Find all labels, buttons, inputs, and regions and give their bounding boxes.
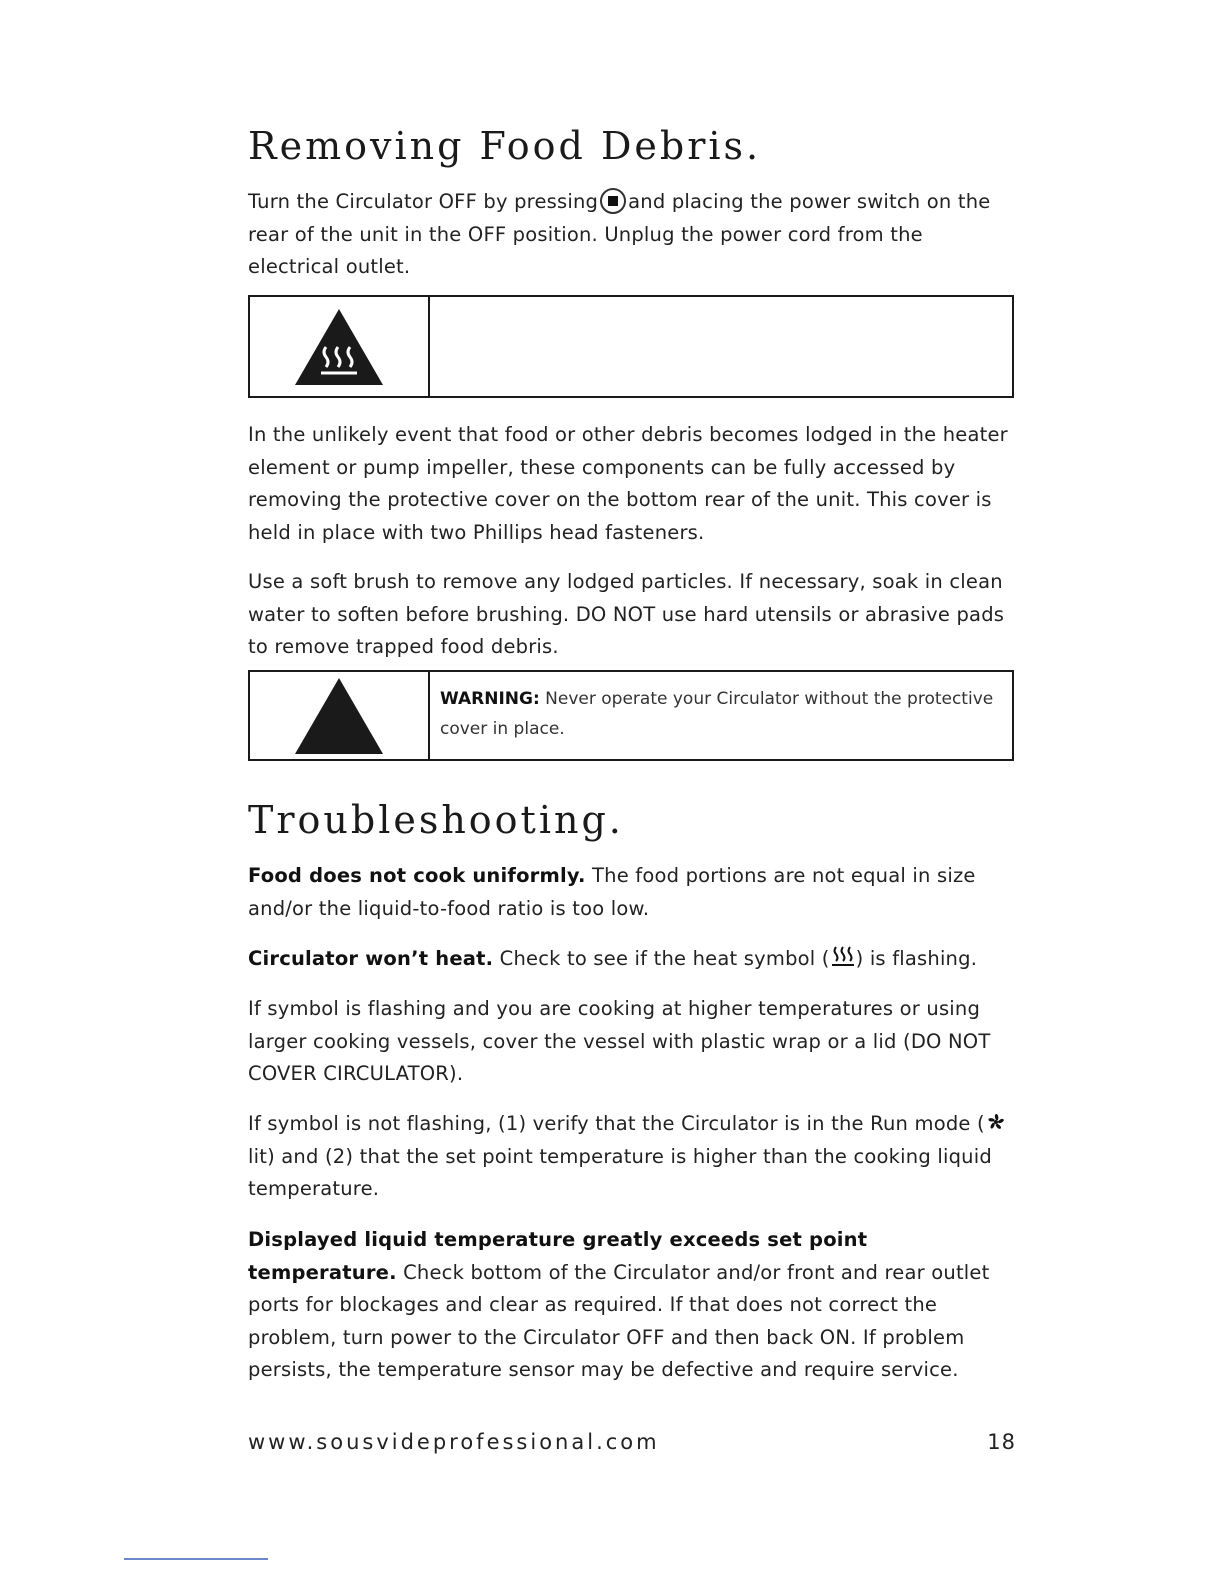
fan-run-mode-icon [985, 1111, 1007, 1133]
warning-triangle-icon [293, 676, 385, 756]
footer-url: www.sousvideprofessional.com [248, 1430, 660, 1454]
page-footer [248, 1430, 1016, 1454]
page-number: 18 [987, 1430, 1016, 1454]
caution-box [248, 295, 1014, 398]
troubleshoot-not-flashing: If symbol is not flashing, (1) verify that the Circulator is in the Run mode ( lit) and (2) that the set point temperature is higher than the cooking liquid temperature. [248, 1108, 1012, 1206]
intro-paragraph: Turn the Circulator OFF by pressing and placing the power switch on the rear of the unit in the OFF position. Unplug the power cord from the electrical outlet. [248, 190, 991, 278]
troubleshoot-item-wont-heat: Circulator won’t heat. Check to see if the heat symbol ( ) is flashing. [248, 947, 978, 970]
page-edge-line [124, 1558, 268, 1560]
troubleshoot-temperature-exceeds: Displayed liquid temperature greatly exceeds set point temperature. Check bottom of the Circulator and/or front and rear outlet ports for blockages and clear as required. If that does not correct the problem, turn power to the Circulator OFF and then back ON. If problem persists, the temperature sensor may be defective and require service. [248, 1228, 990, 1381]
troubleshoot-flashing: If symbol is flashing and you are cooking at higher temperatures or using larger cooking vessels, cover the vessel with plastic wrap or a lid (DO NOT COVER CIRCULATOR). [248, 997, 991, 1085]
troubleshoot-item-uniform: Food does not cook uniformly. The food portions are not equal in size and/or the liquid-to-food ratio is too low. [248, 864, 976, 920]
paragraph-debris-access: In the unlikely event that food or other debris becomes lodged in the heater element or pump impeller, these components can be fully accessed by removing the protective cover on the bottom rear of the unit. This cover is held in place with two Phillips head fasteners. [248, 423, 1008, 544]
section-title-troubleshooting: Troubleshooting. [248, 798, 624, 842]
warning-box [248, 670, 1014, 761]
caution-box-text [430, 297, 1012, 396]
heat-symbol-icon [830, 945, 856, 967]
paragraph-brush: Use a soft brush to remove any lodged particles. If necessary, soak in clean water to soften before brushing. DO NOT use hard utensils or abrasive pads to remove trapped food debris. [248, 570, 1005, 658]
warning-box-text: WARNING: Never operate your Circulator without the protective cover in place. [440, 689, 994, 739]
hot-surface-warning-icon [293, 307, 385, 387]
warning-label: WARNING: [440, 689, 540, 709]
stop-button-icon [600, 188, 626, 214]
section-title-removing-food-debris: Removing Food Debris. [248, 124, 762, 168]
